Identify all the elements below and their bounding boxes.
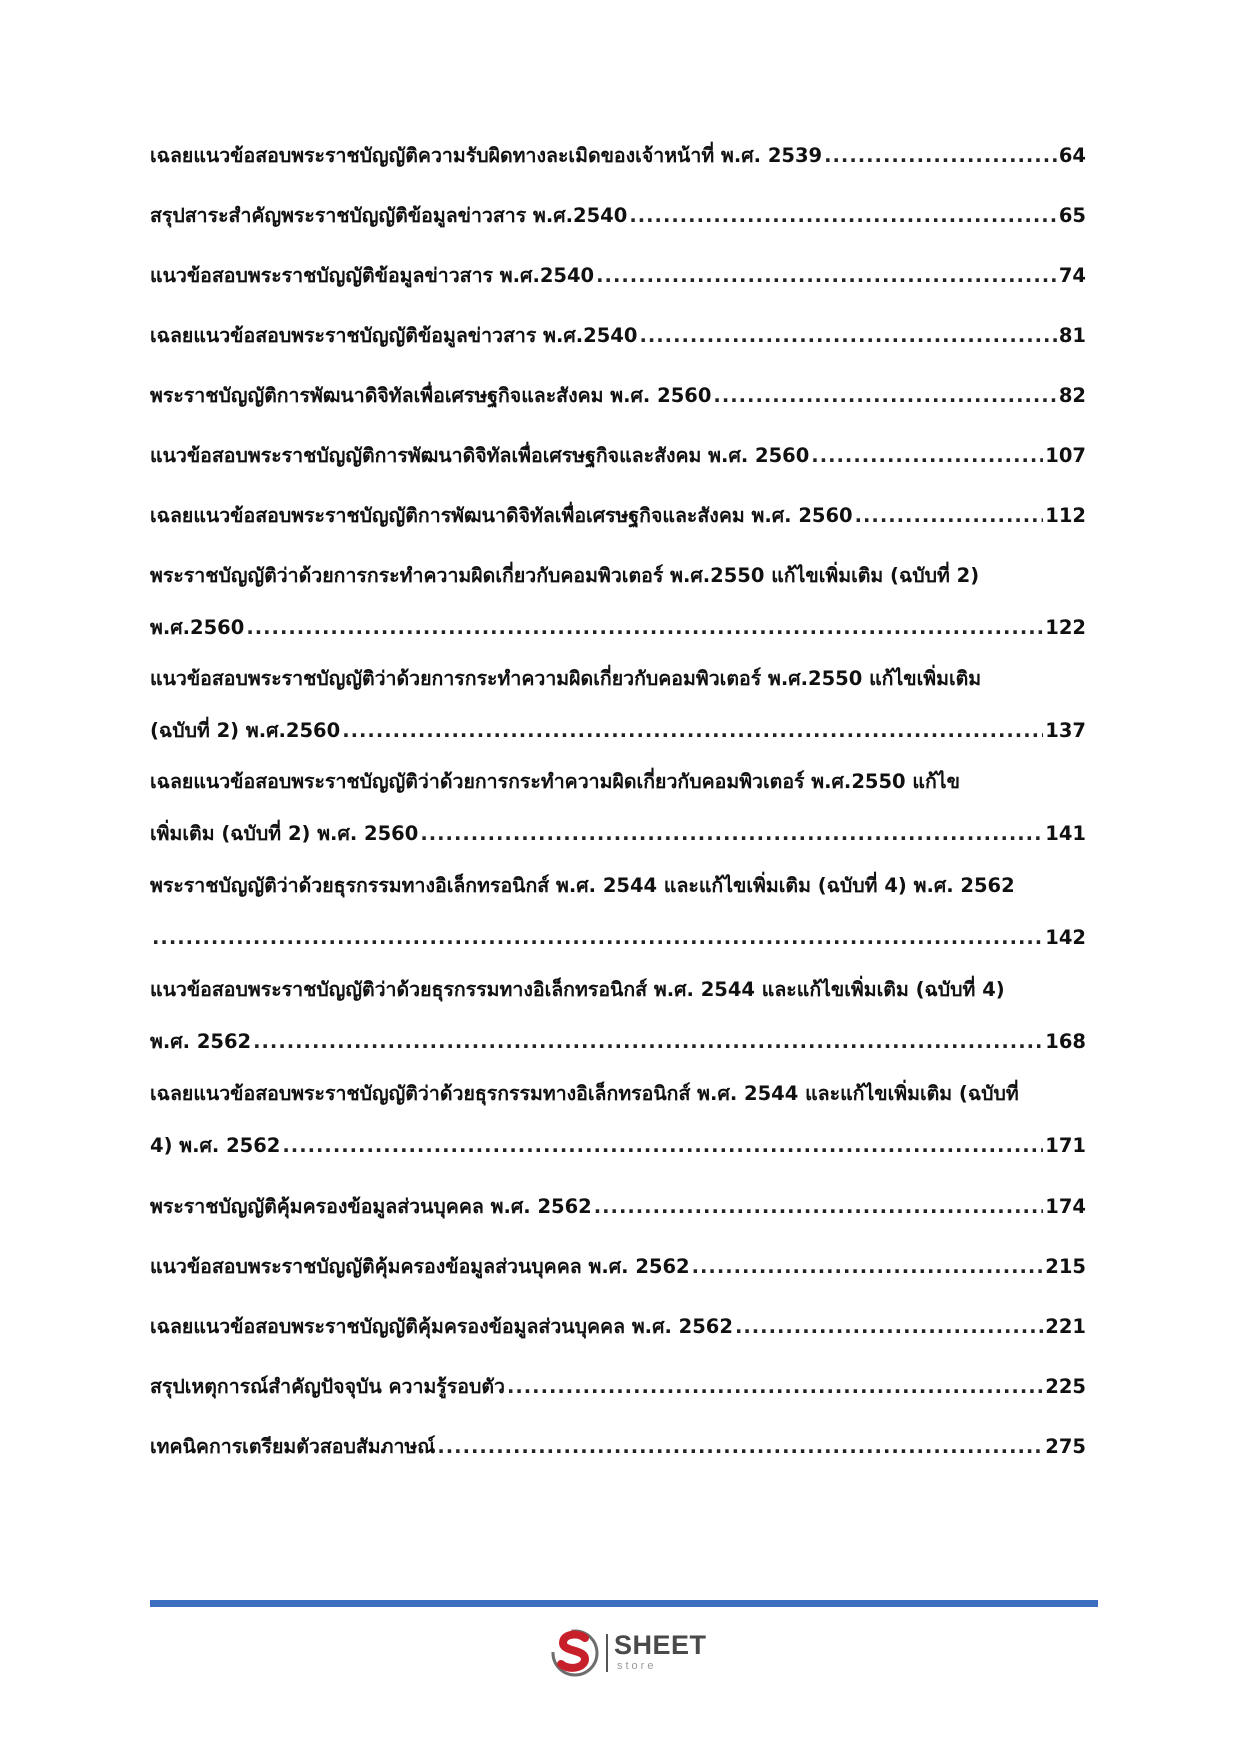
toc-page-number: 122: [1045, 616, 1086, 639]
toc-line: [150, 139, 1086, 173]
dot-leader: [811, 439, 1043, 473]
toc-entry-title-continued: เพิ่มเติม (ฉบับที่ 2) พ.ศ. 2560: [150, 822, 419, 845]
toc-line: [150, 1077, 1086, 1111]
toc-page-number: 142: [1045, 926, 1086, 949]
toc-entry-title-continued: (ฉบับที่ 2) พ.ศ.2560: [150, 719, 341, 742]
toc-entry-title-continued: พ.ศ. 2562: [150, 1030, 252, 1053]
toc-page-number: 141: [1045, 822, 1086, 845]
dot-leader: [152, 921, 1043, 955]
toc-entry-title: แนวข้อสอบพระราชบัญญัติว่าด้วยธุรกรรมทางอิเล็กทรอนิกส์ พ.ศ. 2544 และแก้ไขเพิ่มเติม (ฉบับที่ 4): [150, 978, 1005, 1001]
dot-leader: [507, 1370, 1043, 1404]
sheet-store-s-logo-icon: [551, 1626, 601, 1680]
toc-line: [150, 1370, 1086, 1404]
toc-line: [150, 1025, 1086, 1059]
toc-entry-title: เฉลยแนวข้อสอบพระราชบัญญัติว่าด้วยธุรกรรมทางอิเล็กทรอนิกส์ พ.ศ. 2544 และแก้ไขเพิ่มเติม (ฉบับที่: [150, 1082, 1019, 1105]
toc-entry-title-continued: 4) พ.ศ. 2562: [150, 1134, 281, 1157]
toc-page-number: 107: [1045, 444, 1086, 467]
dot-leader: [629, 199, 1057, 233]
dot-leader: [824, 139, 1057, 173]
toc-line: [150, 714, 1086, 748]
toc-line: [150, 611, 1086, 645]
dot-leader: [639, 319, 1056, 353]
toc-entry-title: แนวข้อสอบพระราชบัญญัติข้อมูลข่าวสาร พ.ศ.2540: [150, 264, 595, 287]
footer-divider: [150, 1600, 1098, 1607]
toc-line: [150, 319, 1086, 353]
toc-page-number: 221: [1045, 1315, 1086, 1338]
dot-leader: [420, 817, 1043, 851]
toc-line: [150, 439, 1086, 473]
toc-entry-title: เทคนิคการเตรียมตัวสอบสัมภาษณ์: [150, 1435, 436, 1458]
toc-entry-title: แนวข้อสอบพระราชบัญญัติว่าด้วยการกระทำความผิดเกี่ยวกับคอมพิวเตอร์ พ.ศ.2550 แก้ไขเพิ่มเติม: [150, 667, 982, 690]
dot-leader: [437, 1430, 1043, 1464]
toc-page-number: 174: [1045, 1195, 1086, 1218]
toc-line: [150, 499, 1086, 533]
toc-line: [150, 1190, 1086, 1224]
toc-entry-title: เฉลยแนวข้อสอบพระราชบัญญัติข้อมูลข่าวสาร พ.ศ.2540: [150, 324, 638, 347]
toc-page-number: 137: [1045, 719, 1086, 742]
toc-line: [150, 1310, 1086, 1344]
toc-entry-title: เฉลยแนวข้อสอบพระราชบัญญัติว่าด้วยการกระทำความผิดเกี่ยวกับคอมพิวเตอร์ พ.ศ.2550 แก้ไข: [150, 770, 960, 793]
dot-leader: [735, 1310, 1043, 1344]
toc-line: [150, 973, 1086, 1007]
dot-leader: [713, 379, 1056, 413]
toc-entry-title-continued: พ.ศ.2560: [150, 616, 245, 639]
toc-line: [150, 921, 1086, 955]
toc-page-number: 82: [1058, 384, 1086, 407]
toc-entry-title: สรุปเหตุการณ์สำคัญปัจจุบัน ความรู้รอบตัว: [150, 1375, 505, 1398]
toc-page-number: 74: [1058, 264, 1086, 287]
dot-leader: [855, 499, 1044, 533]
toc-line: [150, 817, 1086, 851]
toc-page-number: 168: [1045, 1030, 1086, 1053]
dot-leader: [594, 1190, 1044, 1224]
toc-line: [150, 1430, 1086, 1464]
dot-leader: [596, 259, 1057, 293]
toc-line: [150, 869, 1086, 903]
dot-leader: [342, 714, 1043, 748]
logo-separator: [606, 1634, 608, 1672]
toc-entry-title: พระราชบัญญัติการพัฒนาดิจิทัลเพื่อเศรษฐกิจและสังคม พ.ศ. 2560: [150, 384, 712, 407]
toc-entry-title: พระราชบัญญัติว่าด้วยธุรกรรมทางอิเล็กทรอนิกส์ พ.ศ. 2544 และแก้ไขเพิ่มเติม (ฉบับที่ 4) พ.ศ. 2562: [150, 874, 1015, 897]
toc-entry-title: เฉลยแนวข้อสอบพระราชบัญญัติการพัฒนาดิจิทัลเพื่อเศรษฐกิจและสังคม พ.ศ. 2560: [150, 504, 853, 527]
toc-entry-title: แนวข้อสอบพระราชบัญญัติการพัฒนาดิจิทัลเพื่อเศรษฐกิจและสังคม พ.ศ. 2560: [150, 444, 810, 467]
dot-leader: [282, 1129, 1043, 1163]
toc-entry-title: เฉลยแนวข้อสอบพระราชบัญญัติความรับผิดทางละเมิดของเจ้าหน้าที่ พ.ศ. 2539: [150, 144, 823, 167]
toc-entry-title: พระราชบัญญัติคุ้มครองข้อมูลส่วนบุคคล พ.ศ. 2562: [150, 1195, 592, 1218]
toc-page-number: 225: [1045, 1375, 1086, 1398]
toc-page-number: 65: [1058, 204, 1086, 227]
logo-subtext: store: [617, 1660, 657, 1672]
sheet-store-logo: [551, 1626, 721, 1682]
toc-entry-title: สรุปสาระสำคัญพระราชบัญญัติข้อมูลข่าวสาร พ.ศ.2540: [150, 204, 628, 227]
toc-line: [150, 662, 1086, 696]
toc-line: [150, 379, 1086, 413]
toc-line: [150, 1250, 1086, 1284]
toc-line: [150, 199, 1086, 233]
toc-page-number: 112: [1045, 504, 1086, 527]
toc-line: [150, 559, 1086, 593]
toc-line: [150, 1129, 1086, 1163]
dot-leader: [246, 611, 1043, 645]
toc-page-number: 171: [1045, 1134, 1086, 1157]
dot-leader: [253, 1025, 1043, 1059]
dot-leader: [692, 1250, 1044, 1284]
toc-entry-title: พระราชบัญญัติว่าด้วยการกระทำความผิดเกี่ยวกับคอมพิวเตอร์ พ.ศ.2550 แก้ไขเพิ่มเติม (ฉบับที่ 2): [150, 564, 980, 587]
toc-entry-title: แนวข้อสอบพระราชบัญญัติคุ้มครองข้อมูลส่วนบุคคล พ.ศ. 2562: [150, 1255, 690, 1278]
toc-line: [150, 259, 1086, 293]
toc-entry-title: เฉลยแนวข้อสอบพระราชบัญญัติคุ้มครองข้อมูลส่วนบุคคล พ.ศ. 2562: [150, 1315, 733, 1338]
toc-page-number: 81: [1058, 324, 1086, 347]
logo-wordmark: SHEET: [614, 1630, 707, 1660]
toc-page-number: 215: [1045, 1255, 1086, 1278]
toc-page-number: 275: [1045, 1435, 1086, 1458]
toc-page-number: 64: [1058, 144, 1086, 167]
toc-line: [150, 765, 1086, 799]
